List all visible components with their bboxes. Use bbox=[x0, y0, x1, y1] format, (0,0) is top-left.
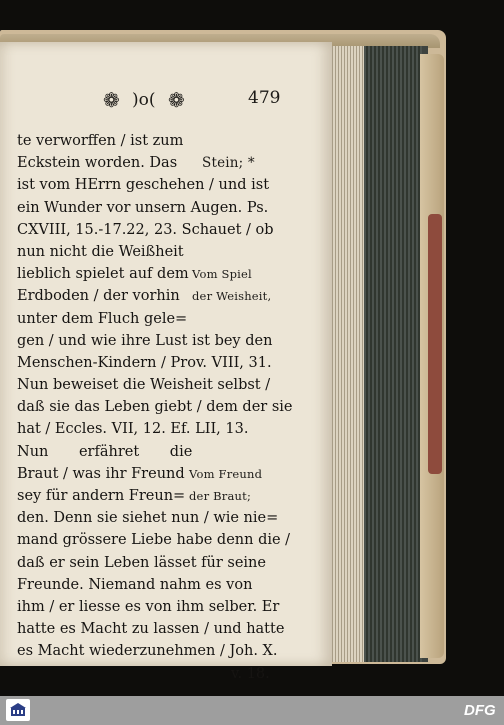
text-line: daß sie das Leben giebt / dem der sie bbox=[17, 399, 293, 416]
text-line: Menschen-Kindern / Prov. VIII, 31. bbox=[17, 354, 272, 371]
text-line: hat / Eccles. VII, 12. Ef. LII, 13. bbox=[17, 421, 249, 438]
page-edges-light bbox=[330, 46, 364, 662]
marginal-note: Vom Freund bbox=[189, 466, 263, 481]
viewer-footer-bar bbox=[0, 696, 504, 725]
text-line: Nun beweiset die Weisheit selbst / bbox=[17, 377, 271, 394]
franckesche-stiftungen-logo-icon bbox=[10, 703, 26, 717]
catchword: v. 18. bbox=[231, 665, 270, 682]
text-line: den. Denn sie siehet nun / wie nie= bbox=[17, 510, 279, 527]
marginal-note: Vom Spiel bbox=[192, 267, 252, 282]
text-line: sey für andern Freun= der Braut; bbox=[17, 485, 287, 507]
body-text bbox=[17, 130, 293, 685]
ornament-right-icon: ❁ bbox=[168, 88, 185, 112]
text-line: Braut / was ihr Freund Vom Freund bbox=[17, 463, 287, 485]
text-line: Erdboden / der vorhin der Weisheit, bbox=[17, 285, 287, 307]
text-line: CXVIII, 15.-17.22, 23. Schauet / ob bbox=[17, 221, 274, 238]
page-edges-dark bbox=[364, 46, 422, 662]
page-number: 479 bbox=[248, 88, 281, 108]
text-line: Freunde. Niemand nahm es von bbox=[17, 576, 253, 593]
ornament-mid-icon: )o( bbox=[132, 90, 156, 110]
text-line: daß er sein Leben lässet für seine bbox=[17, 554, 266, 571]
foundation-logo-icon[interactable] bbox=[6, 699, 30, 721]
text-line: Nun erfähret die bbox=[17, 443, 193, 460]
book bbox=[0, 24, 446, 682]
marginal-note: der Braut; bbox=[189, 489, 252, 503]
text-line: unter dem Fluch gele= bbox=[17, 310, 188, 327]
text-line: nun nicht die Weißheit bbox=[17, 243, 184, 260]
text-line: hatte es Macht zu lassen / und hatte bbox=[17, 621, 285, 638]
text-line: gen / und wie ihre Lust ist bey den bbox=[17, 332, 273, 349]
dfg-logo[interactable]: DFG bbox=[464, 702, 496, 719]
text-line: Eckstein worden. Das Stein; * bbox=[17, 152, 287, 174]
text-line: lieblich spielet auf dem Vom Spiel bbox=[17, 263, 287, 285]
text-line: ein Wunder vor unsern Augen. Ps. bbox=[17, 199, 269, 216]
text-line: te verworffen / ist zum bbox=[17, 133, 184, 149]
marginal-note: der Weisheit, bbox=[192, 289, 272, 304]
ornament-left-icon: ❁ bbox=[103, 88, 120, 112]
marginal-note: Stein; * bbox=[202, 155, 255, 172]
text-line: mand grössere Liebe habe denn die / bbox=[17, 532, 291, 549]
text-line: ist vom HErrn geschehen / und ist bbox=[17, 177, 270, 194]
text-line: ihm / er liesse es von ihm selber. Er bbox=[17, 598, 280, 615]
text-line: es Macht wiederzunehmen / Joh. X. bbox=[17, 643, 278, 660]
page-header bbox=[0, 86, 332, 114]
book-page bbox=[0, 42, 332, 682]
cover-red-stain bbox=[428, 214, 442, 474]
